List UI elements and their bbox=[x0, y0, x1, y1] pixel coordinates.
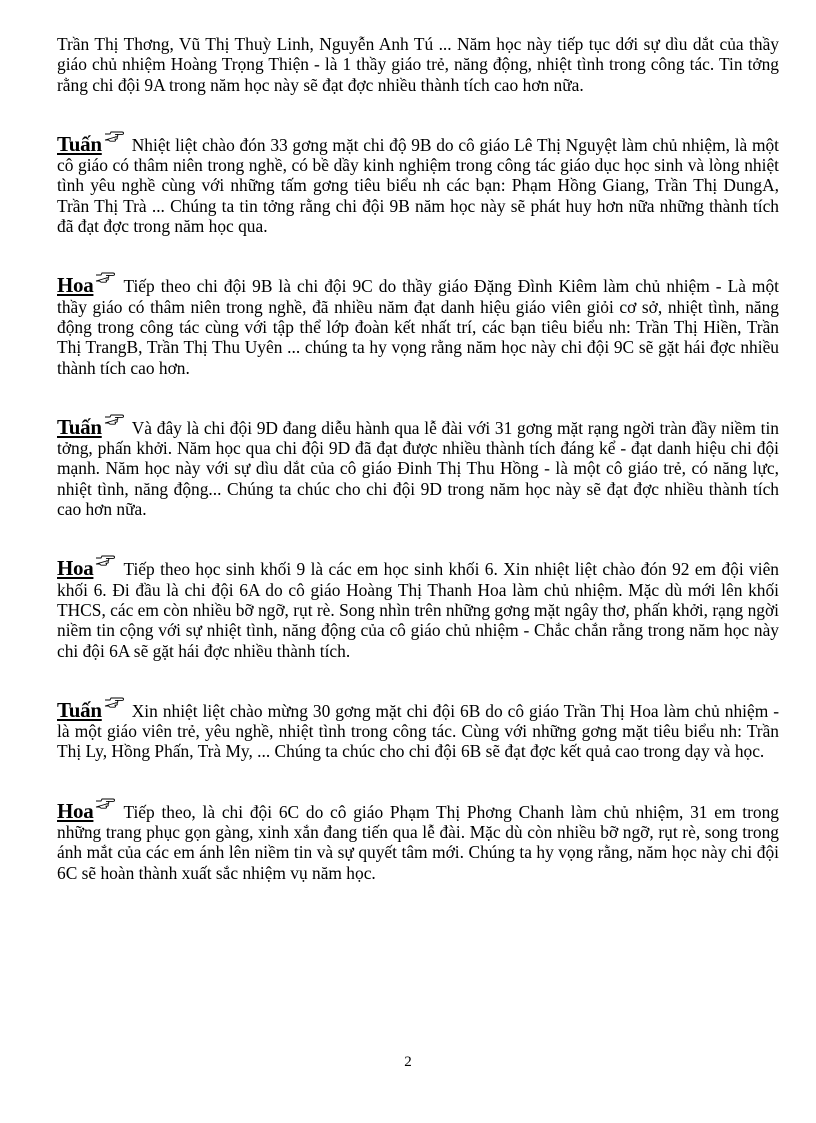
dialogue-block-2 bbox=[57, 271, 779, 377]
pointing-hand-icon bbox=[95, 271, 115, 283]
speaker-name: Tuấn bbox=[57, 414, 102, 439]
page-number: 2 bbox=[404, 1054, 412, 1070]
pointing-hand-icon bbox=[104, 413, 124, 425]
speaker-name: Tuấn bbox=[57, 697, 102, 722]
speaker-name: Hoa bbox=[57, 556, 94, 581]
dialogue-block-1 bbox=[57, 130, 779, 236]
document-page bbox=[57, 34, 779, 883]
dialogue-text: Tiếp theo chi đội 9B là chi đội 9C do thầy giáo Đặng Đình Kiêm làm chủ nhiệm - Là một thầy giáo có thâm niên trong nghề, đã nhiều năm đạt danh hiệu giáo viên giỏi cơ sở, nhiệt tình, năng động trong công tác cùng với tập thể lớp đoàn kết nhất trí, các bạn tiêu biểu nh: Trần Thị Hiền, Trần Thị TrangB, Trần Thị Thu Uyên ... chúng ta hy vọng rằng năm học này chi đội 9C sẽ gặt hái đợc nhiều thành tích cao hơn. bbox=[57, 276, 779, 378]
dialogue-block-6 bbox=[57, 797, 779, 883]
speaker-name: Hoa bbox=[57, 798, 94, 823]
dialogue-text: Nhiệt liệt chào đón 33 gơng mặt chi độ 9B do cô giáo Lê Thị Nguyệt làm chủ nhiệm, là một cô giáo có thâm niên trong nghề, có bề dầy kinh nghiệm trong công tác giáo dục học sinh và lòng nhiệt tình yêu nghề cùng với những tấm gơng tiêu biểu nh các bạn: Phạm Hồng Giang, Trần Thị DungA, Trần Thị Trà ... Chúng ta tin tởng rằng chi đội 9B năm học này sẽ phát huy hơn nữa những thành tích đã đạt đợc trong năm học qua. bbox=[57, 134, 779, 237]
speaker-name: Hoa bbox=[57, 273, 94, 298]
pointing-hand-icon bbox=[95, 554, 115, 566]
dialogue-block-5 bbox=[57, 696, 779, 762]
pointing-hand-icon bbox=[104, 130, 124, 142]
pointing-hand-icon bbox=[104, 696, 124, 708]
dialogue-text: Tiếp theo học sinh khối 9 là các em học sinh khối 6. Xin nhiệt liệt chào đón 92 em đội viên khối 6. Đi đầu là chi đội 6A do cô giáo Hoàng Thị Thanh Hoa làm chủ nhiệm. Mặc dù mới lên khối THCS, các em còn nhiều bỡ ngỡ, rụt rè. Song nhìn trên những gơng mặt ngây thơ, phấn khởi, rạng ngời niềm tin cộng với sự nhiệt tình, năng động của cô giáo chủ nhiệm - Chắc chắn rằng trong năm học này chi đội 6A sẽ gặt hái đợc nhiều thành tích. bbox=[57, 559, 779, 661]
pointing-hand-icon bbox=[95, 797, 115, 809]
dialogue-text: Xin nhiệt liệt chào mừng 30 gơng mặt chi đội 6B do cô giáo Trần Thị Hoa làm chủ nhiệm - là một giáo viên trẻ, yêu nghề, nhiệt tình trong công tác. Cùng với những gơng mặt tiêu biểu nh: Trần Thị Ly, Hồng Phấn, Trà My, ... Chúng ta chúc cho chi đội 6B sẽ đạt đợc kết quả cao trong dạy và học. bbox=[57, 700, 779, 762]
intro-paragraph: Trần Thị Thơng, Vũ Thị Thuỳ Linh, Nguyễn Anh Tú ... Năm học này tiếp tục dới sự dìu dắt của thầy giáo chủ nhiệm Hoàng Trọng Thiện - là 1 thầy giáo trẻ, năng động, nhiệt tình trong công tác. Tin tởng rằng chi đội 9A trong năm học này sẽ đạt đợc nhiều thành tích cao hơn nữa. bbox=[57, 34, 779, 95]
dialogue-text: Tiếp theo, là chi đội 6C do cô giáo Phạm Thị Phơng Chanh làm chủ nhiệm, 31 em trong những trang phục gọn gàng, xinh xắn đang tiến qua lễ đài. Mặc dù còn nhiều bỡ ngỡ, rụt rè, song trong ánh mắt của các em ánh lên niềm tin và sự quyết tâm mới. Chúng ta hy vọng rằng, năm học này chi đội 6C sẽ hoàn thành xuất sắc nhiệm vụ năm học. bbox=[57, 801, 779, 883]
dialogue-block-4 bbox=[57, 554, 779, 660]
dialogue-text: Và đây là chi đội 9D đang diễu hành qua lễ đài với 31 gơng mặt rạng ngời tràn đầy niềm tin tởng, phấn khởi. Năm học qua chi đội 9D đã đạt được nhiều thành tích đáng kể - đạt danh hiệu chi đội mạnh. Năm học này với sự dìu dắt của cô giáo Đinh Thị Thu Hồng - là một cô giáo trẻ, có năng lực, nhiệt tình, năng động... Chúng ta chúc cho chi đội 9D trong năm học này sẽ đạt đợc nhiều thành tích cao hơn nữa. bbox=[57, 417, 779, 520]
speaker-name: Tuấn bbox=[57, 131, 102, 156]
dialogue-block-3 bbox=[57, 413, 779, 519]
